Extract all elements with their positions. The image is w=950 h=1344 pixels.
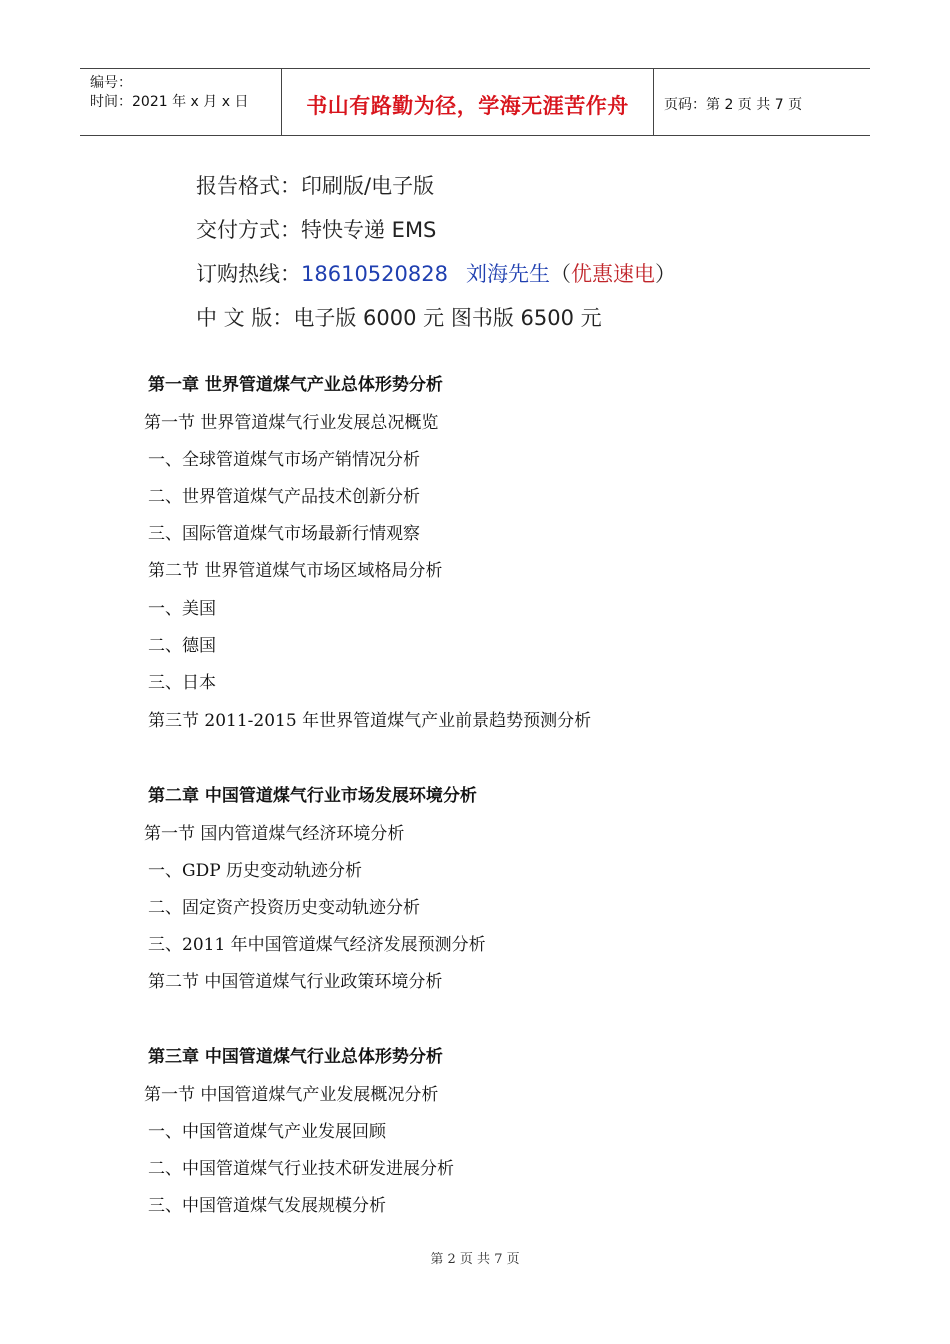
toc-item: 二、德国 — [148, 636, 216, 656]
promo-text: 优惠速电 — [570, 262, 655, 286]
toc-item: 一、美国 — [148, 599, 216, 619]
toc-item: 三、中国管道煤气发展规模分析 — [148, 1196, 386, 1216]
toc-item: 一、中国管道煤气产业发展回顾 — [148, 1122, 386, 1142]
document-number-label: 编号： — [90, 75, 132, 91]
toc-section: 第一节 中国管道煤气产业发展概况分析 — [144, 1085, 439, 1105]
hotline-phone: 18610520828 — [301, 262, 448, 286]
order-hotline — [196, 258, 676, 288]
toc-chapter: 第三章 中国管道煤气行业总体形势分析 — [148, 1047, 443, 1067]
header-motto: 书山有路勤为径，学海无涯苦作舟 — [306, 94, 629, 118]
document-time-label: 时间：2021 年 x 月 x 日 — [90, 94, 249, 110]
toc-item: 二、世界管道煤气产品技术创新分析 — [148, 487, 420, 507]
toc-item: 一、全球管道煤气市场产销情况分析 — [148, 450, 420, 470]
delivery-method: 交付方式：特快专递 EMS — [196, 218, 437, 242]
toc-section: 第二节 中国管道煤气行业政策环境分析 — [148, 972, 443, 992]
toc-section: 第三节 2011-2015 年世界管道煤气产业前景趋势预测分析 — [148, 711, 592, 731]
toc-section: 第二节 世界管道煤气市场区域格局分析 — [148, 561, 443, 581]
toc-item: 三、2011 年中国管道煤气经济发展预测分析 — [148, 935, 486, 955]
hotline-label: 订购热线： — [196, 262, 301, 286]
toc-section: 第一节 国内管道煤气经济环境分析 — [144, 824, 405, 844]
hotline-contact: 刘海先生 — [465, 262, 550, 286]
toc-item: 三、国际管道煤气市场最新行情观察 — [148, 524, 420, 544]
toc-item: 二、固定资产投资历史变动轨迹分析 — [148, 898, 420, 918]
toc-chapter: 第二章 中国管道煤气行业市场发展环境分析 — [148, 786, 477, 806]
report-format: 报告格式：印刷版/电子版 — [196, 174, 435, 198]
page-header — [80, 68, 870, 136]
header-page-info: 页码：第 2 页 共 7 页 — [664, 97, 803, 113]
promo-open-paren: （ — [549, 262, 571, 286]
toc-chapter: 第一章 世界管道煤气产业总体形势分析 — [148, 375, 443, 395]
toc-item: 一、GDP 历史变动轨迹分析 — [148, 861, 363, 881]
toc-section: 第一节 世界管道煤气行业发展总况概览 — [144, 413, 439, 433]
promo-close-paren: ） — [654, 262, 676, 286]
page-footer: 第 2 页 共 7 页 — [430, 1252, 520, 1267]
header-page-cell — [654, 69, 870, 135]
toc-item: 三、日本 — [148, 673, 216, 693]
header-meta-cell — [80, 69, 282, 135]
header-motto-cell — [282, 69, 654, 135]
toc-item: 二、中国管道煤气行业技术研发进展分析 — [148, 1159, 454, 1179]
price-info: 中 文 版：电子版 6000 元 图书版 6500 元 — [196, 306, 602, 330]
